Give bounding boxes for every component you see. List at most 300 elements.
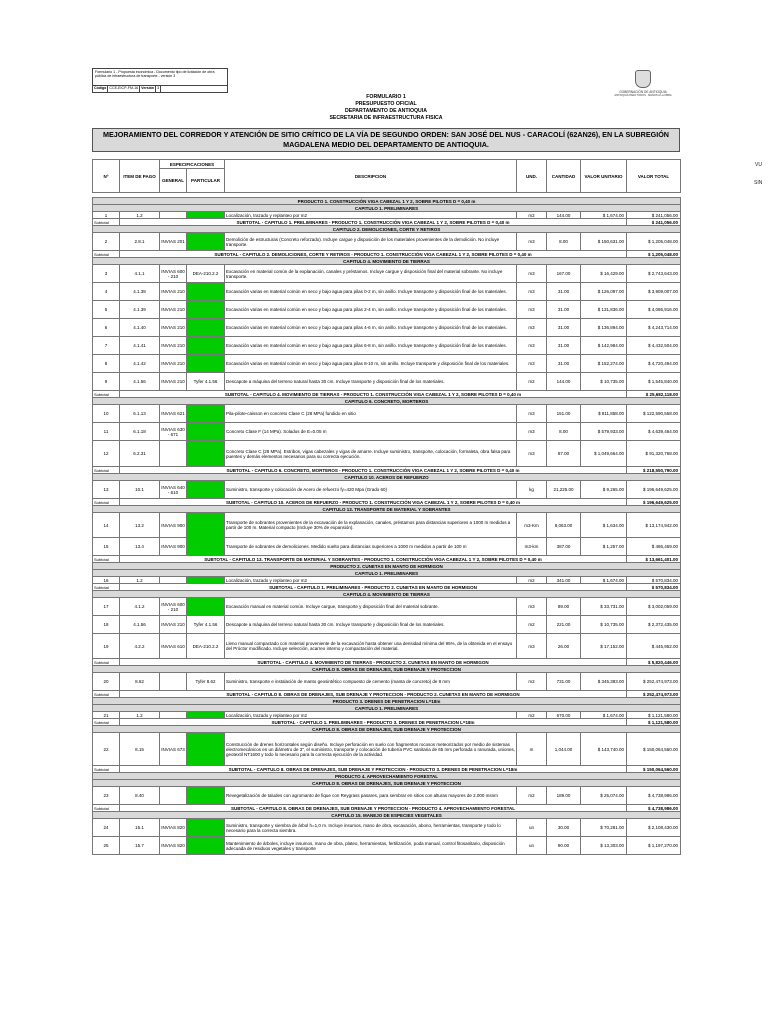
spec-general: INVIAS 210 (160, 319, 187, 337)
product-title: PRODUCTO 1. CONSTRUCCIÓN VIGA CABEZAL 1 Y 2, SOBRE PILOTES D = 0,40 m (93, 198, 681, 205)
unit-value: $ 142,984.00 (581, 337, 627, 355)
spec-general (160, 577, 187, 584)
chapter-title: CAPITULO 1. PRELIMINARES (93, 205, 681, 212)
subtotal-row (93, 219, 681, 226)
col-header-unit: VALOR UNITARIO (581, 160, 627, 193)
item-code: 4.1.40 (120, 319, 160, 337)
item-description: Excavación varias en material común en seco y bajo agua para pilas 6-8 m, sin anillo. Incluye transporte y disposición final de los materiales. (225, 337, 517, 355)
unit-value: $ 25,074.00 (581, 787, 627, 805)
coat-of-arms-icon (635, 70, 651, 88)
chapter-title: CAPITULO 6. CONCRETO, MORTEROS (93, 398, 681, 405)
total-value: $ 2,372,435.00 (627, 616, 681, 634)
row-number: 16 (93, 577, 120, 584)
table-row (93, 787, 681, 805)
quantity: 31.00 (547, 301, 581, 319)
subtotal-label: Subtotal (93, 467, 120, 474)
unit-value: $ 1,634.00 (581, 513, 627, 538)
row-number: 6 (93, 319, 120, 337)
spec-particular: Tyfer 4.1.56 (187, 616, 225, 634)
row-number: 13 (93, 481, 120, 499)
item-description: Descapote a máquina del terreno natural hasta 30 cm. Incluye transporte y disposición final de los materiales. (225, 616, 517, 634)
item-code: 4.2.2 (120, 634, 160, 659)
subtotal-row (93, 766, 681, 773)
table-row (93, 513, 681, 538)
table-row (93, 212, 681, 219)
table-row (93, 405, 681, 423)
item-code: 1.2 (120, 577, 160, 584)
spec-particular (187, 405, 225, 423)
chapter-row (93, 398, 681, 405)
subtotal-value: $ 1,205,048.00 (627, 251, 681, 258)
subtotal-label: Subtotal (93, 251, 120, 258)
quantity: 8,063.00 (547, 513, 581, 538)
subtotal-text: SUBTOTAL - CAPITULO 6. CONCRETO, MORTEROS - PRODUCTO 1. CONSTRUCCIÓN VIGA CABEZAL 1 Y 2, SOBRE PILOTES D = 0,40 m (120, 467, 627, 474)
unit: m3 (517, 634, 547, 659)
subtotal-row (93, 556, 681, 563)
title-line: FORMULARIO 1 (366, 94, 406, 100)
spec-particular (187, 712, 225, 719)
subtotal-text: SUBTOTAL - CAPITULO 13. TRANSPORTE DE MATERIAL Y SOBRANTES - PRODUCTO 1. CONSTRUCCIÓN VIGA CABEZAL 1 Y 2, SOBRE PILOTES D = 0,40 m (120, 556, 627, 563)
quantity: 221.00 (547, 616, 581, 634)
col-header-item: ITEM DE PAGO (120, 160, 160, 193)
unit: m3-km (517, 538, 547, 556)
col-header-general: GENERAL (160, 169, 187, 193)
subtotal-text: SUBTOTAL - CAPITULO 10. ACEROS DE REFUERZO - PRODUCTO 1. CONSTRUCCIÓN VIGA CABEZAL 1 Y 2, SOBRE PILOTES D = 0,40 m (120, 499, 627, 506)
unit: m3 (517, 355, 547, 373)
row-number: 12 (93, 441, 120, 467)
table-row (93, 837, 681, 855)
subtotal-label: Subtotal (93, 805, 120, 812)
table-row (93, 373, 681, 391)
row-number: 23 (93, 787, 120, 805)
subtotal-row (93, 584, 681, 591)
total-value: $ 570,834.00 (627, 577, 681, 584)
unit-value: $ 17,152.00 (581, 634, 627, 659)
chapter-row (93, 258, 681, 265)
table-row (93, 319, 681, 337)
item-code: 10.1 (120, 481, 160, 499)
total-value: $ 91,320,768.00 (627, 441, 681, 467)
table-row (93, 616, 681, 634)
row-number: 19 (93, 634, 120, 659)
row-number: 11 (93, 423, 120, 441)
version-label: Versión (141, 86, 155, 90)
unit: m2 (517, 616, 547, 634)
spec-general: INVIAS 630 - 671 (160, 423, 187, 441)
item-code: 4.1.38 (120, 283, 160, 301)
item-code: 8.62 (120, 673, 160, 691)
spec-general: INVIAS 640 - 610 (160, 481, 187, 499)
total-value: $ 4,720,494.00 (627, 355, 681, 373)
unit-value: $ 131,836.00 (581, 301, 627, 319)
total-value: $ 241,056.00 (627, 212, 681, 219)
quantity: 731.00 (547, 673, 581, 691)
total-value: $ 150,064,560.00 (627, 733, 681, 766)
spec-general: INVIAS 820 (160, 837, 187, 855)
spec-general: INVIAS 210 (160, 616, 187, 634)
item-code: 2.8.1 (120, 233, 160, 251)
item-code: 8.40 (120, 787, 160, 805)
unit: m3 (517, 337, 547, 355)
spec-particular (187, 355, 225, 373)
unit: m2 (517, 373, 547, 391)
table-row (93, 598, 681, 616)
spec-general: INVIAS 210 (160, 373, 187, 391)
subtotal-value: $ 252,474,973.00 (627, 691, 681, 698)
unit-value: $ 345,383.00 (581, 673, 627, 691)
chapter-title: CAPITULO 4. MOVIMIENTO DE TIERRAS (93, 258, 681, 265)
col-header-total: VALOR TOTAL (627, 160, 681, 193)
subtotal-value: $ 1,121,580.00 (627, 719, 681, 726)
spec-general: INVIAS 210 (160, 355, 187, 373)
spec-particular (187, 423, 225, 441)
unit-value: $ 1,674.00 (581, 577, 627, 584)
unit: un (517, 837, 547, 855)
item-description: Excavación varias en material común en seco y bajo agua para pilas 8-10 m, sin anillo. Incluye transporte y disposición final de los materiales. (225, 355, 517, 373)
table-row (93, 733, 681, 766)
unit-value: $ 143,740.00 (581, 733, 627, 766)
row-number: 22 (93, 733, 120, 766)
item-description: Excavación varias en material común en seco y bajo agua para pilas 2-4 m, sin anillo. Incluye transporte y disposición final de los materiales. (225, 301, 517, 319)
item-description: Transporte de sobrantes de demoliciones. Medido suelto para distancias superiores a 1000 m medidos a partir de 100 m (225, 538, 517, 556)
subtotal-value: $ 4,738,986.00 (627, 805, 681, 812)
item-code: 6.1.13 (120, 405, 160, 423)
code-label: Código (94, 86, 107, 90)
spec-general (160, 441, 187, 467)
subtotal-label: Subtotal (93, 391, 120, 398)
row-number: 20 (93, 673, 120, 691)
spec-general: INVIAS 621 (160, 405, 187, 423)
total-value: $ 3,002,059.00 (627, 598, 681, 616)
item-code: 1.2 (120, 712, 160, 719)
unit-value: $ 152,274.00 (581, 355, 627, 373)
item-code: 4.1.56 (120, 616, 160, 634)
col-header-und: UND. (517, 160, 547, 193)
spec-particular (187, 212, 225, 219)
unit: m2 (517, 577, 547, 584)
spec-general (160, 787, 187, 805)
item-description: Concreto Clase F (14 MPa). Solados de E=0.05 m (225, 423, 517, 441)
total-value: $ 2,108,430.00 (627, 819, 681, 837)
spec-particular (187, 233, 225, 251)
total-value: $ 1,205,048.00 (627, 233, 681, 251)
document-titles (92, 94, 680, 122)
spec-general (160, 673, 187, 691)
subtotal-row (93, 691, 681, 698)
quantity: 387.00 (547, 538, 581, 556)
quantity: 8.00 (547, 233, 581, 251)
item-description: Excavación manual en material común. Incluye cargue, transporte y disposición final del material sobrante. (225, 598, 517, 616)
quantity: 31.00 (547, 319, 581, 337)
subtotal-row (93, 805, 681, 812)
logo-tagline: ANTIOQUIA PARA TODOS · MANOS A LA OBRA (614, 94, 672, 97)
total-value: $ 1,545,840.00 (627, 373, 681, 391)
item-code: 13.2 (120, 513, 160, 538)
quantity: 21,225.00 (547, 481, 581, 499)
row-number: 18 (93, 616, 120, 634)
row-number: 2 (93, 233, 120, 251)
item-description: Mantenimiento de árboles, incluye insumos, mano de obra, plateo, herramientas, fertilización, poda manual, control fitosanitario, disposición adecuada de residuos vegetales y transporte (225, 837, 517, 855)
table-row (93, 819, 681, 837)
item-description: Suministro, transporte e instalación de manto geosintético compuesto de cemento (manta de concreto) de 8 mm (225, 673, 517, 691)
row-number: 8 (93, 355, 120, 373)
unit: m3 (517, 405, 547, 423)
unit-value: $ 16,429.00 (581, 265, 627, 283)
unit: m2 (517, 712, 547, 719)
item-description: Concreto Clase C (28 MPa). Estribos, vigas cabezales y vigas de amarre. Incluye suministro, transporte, colocación, formaleta, obra falsa para puentes y demás elementos necesarios para su correcta ejecución. (225, 441, 517, 467)
item-description: Excavación varias en material común en seco y bajo agua para pilas 0-2 m, sin anillo. Incluye transporte y disposición final de los materiales. (225, 283, 517, 301)
col-header-no: Nº (93, 160, 120, 193)
chapter-title: CAPITULO 1. PRELIMINARES (93, 705, 681, 712)
unit-value: $ 9,265.00 (581, 481, 627, 499)
unit-value: $ 10,735.00 (581, 373, 627, 391)
row-number: 15 (93, 538, 120, 556)
subtotal-value: $ 25,682,118.00 (627, 391, 681, 398)
subtotal-label: Subtotal (93, 766, 120, 773)
subtotal-label: Subtotal (93, 499, 120, 506)
item-description: Descapote a máquina del terreno natural hasta 30 cm. Incluye transporte y disposición final de los materiales. (225, 373, 517, 391)
row-number: 17 (93, 598, 120, 616)
chapter-title: CAPITULO 15. MANEJO DE ESPECIES VEGETALES (93, 812, 681, 819)
unit: m3 (517, 265, 547, 283)
title-line: PRESUPUESTO OFICIAL (355, 101, 417, 107)
chapter-row (93, 226, 681, 233)
unit-value: $ 1,049,664.00 (581, 441, 627, 467)
spec-particular (187, 819, 225, 837)
row-number: 5 (93, 301, 120, 319)
item-description: Localización, trazado y replanteo por m2 (225, 712, 517, 719)
chapter-row (93, 570, 681, 577)
subtotal-label: Subtotal (93, 691, 120, 698)
spec-general: INVIAS 210 (160, 337, 187, 355)
item-description: Revegetalización de taludes con agromanto de fique con Reygrass pasares, para sembrar en sitios con alturas mayores de 2.000 msnm (225, 787, 517, 805)
row-number: 24 (93, 819, 120, 837)
product-title: PRODUCTO 3. DRENES DE PENETRACION L=18m (93, 698, 681, 705)
subtotal-label: Subtotal (93, 659, 120, 666)
spec-particular (187, 481, 225, 499)
unit-value: $ 1,257.00 (581, 538, 627, 556)
product-title: PRODUCTO 4. APROVECHAMIENTO FORESTAL (93, 773, 681, 780)
subtotal-row (93, 251, 681, 258)
unit-value: $ 10,735.00 (581, 616, 627, 634)
unit: m3 (517, 441, 547, 467)
subtotal-text: SUBTOTAL - CAPITULO 1. PRELIMINARES - PRODUCTO 1. CONSTRUCCIÓN VIGA CABEZAL 1 Y 2, SOBRE PILOTES D = 0,40 m (120, 219, 627, 226)
row-number: 7 (93, 337, 120, 355)
unit: m2 (517, 673, 547, 691)
item-code: 4.1.1 (120, 265, 160, 283)
row-number: 9 (93, 373, 120, 391)
quantity: 341.00 (547, 577, 581, 584)
item-code: 4.1.2 (120, 598, 160, 616)
spec-particular (187, 733, 225, 766)
subtotal-text: SUBTOTAL - CAPITULO 8. OBRAS DE DRENAJES, SUB DRENAJE Y PROTECCION - PRODUCTO 3. DRENES DE PENETRACION L=18m (120, 766, 627, 773)
spec-general: INVIAS 900 (160, 538, 187, 556)
total-value: $ 122,590,558.00 (627, 405, 681, 423)
table-row (93, 283, 681, 301)
spec-particular (187, 441, 225, 467)
unit-value: $ 150,631.00 (581, 233, 627, 251)
code-value: CCE-EICP-FM-16 (109, 86, 139, 90)
row-number: 3 (93, 265, 120, 283)
chapter-row (93, 506, 681, 513)
unit-value: $ 136,894.00 (581, 319, 627, 337)
unit: m3 (517, 283, 547, 301)
total-value: $ 4,432,504.00 (627, 337, 681, 355)
item-code: 6.1.18 (120, 423, 160, 441)
spec-particular (187, 577, 225, 584)
chapter-title: CAPITULO 2. DEMOLICIONES, CORTE Y RETIROS (93, 226, 681, 233)
budget-rows (93, 198, 681, 855)
row-number: 1 (93, 212, 120, 219)
form-description: Formulario 1 - Propuesta económica - Documento tipo de licitación de obra pública de infraestructura de transporte - versión 3 (93, 69, 227, 86)
quantity: 89.00 (547, 598, 581, 616)
table-row (93, 634, 681, 659)
chapter-row (93, 474, 681, 481)
subtotal-text: SUBTOTAL - CAPITULO 1. PRELIMINARES - PRODUCTO 2. CUNETAS EN MANTO DE HORMIGON (120, 584, 627, 591)
total-value: $ 4,639,464.00 (627, 423, 681, 441)
unit: m2 (517, 787, 547, 805)
form-code-row (93, 86, 227, 92)
subtotal-row (93, 391, 681, 398)
row-number: 25 (93, 837, 120, 855)
subtotal-text: SUBTOTAL - CAPITULO 1. PRELIMINARES - PRODUCTO 3. DRENES DE PENETRACION L=18m (120, 719, 627, 726)
col-header-qty: CANTIDAD (547, 160, 581, 193)
spec-particular (187, 787, 225, 805)
item-description: Excavación en material común de la explanación, canales y préstamos. Incluye cargue y disposición final del material sobrante. No incluye transporte. (225, 265, 517, 283)
spec-particular: DEA-210.2.2 (187, 634, 225, 659)
quantity: 8.00 (547, 423, 581, 441)
subtotal-value: $ 196,649,625.00 (627, 499, 681, 506)
item-description: Excavación varias en material común en seco y bajo agua para pilas 4-6 m, sin anillo. Incluye transporte y disposición final de los materiales. (225, 319, 517, 337)
side-fragment: VU (755, 162, 762, 168)
item-code: 4.1.42 (120, 355, 160, 373)
spec-particular (187, 538, 225, 556)
spec-particular (187, 337, 225, 355)
item-code: 4.1.39 (120, 301, 160, 319)
total-value: $ 3,909,007.00 (627, 283, 681, 301)
quantity: 90.00 (547, 837, 581, 855)
unit-value: $ 13,303.00 (581, 837, 627, 855)
item-description: Suministro, transporte y siembra de árbol h=1,0 m. Incluye insumos, mano de obra, excavación, abono, herramientas, transporte y todo lo necesario para la correcta siembra. (225, 819, 517, 837)
quantity: 31.00 (547, 355, 581, 373)
col-header-particular: PARTICULAR (187, 169, 225, 193)
unit-value: $ 1,674.00 (581, 212, 627, 219)
item-code: 6.2.31 (120, 441, 160, 467)
side-fragment: SIN (754, 180, 763, 186)
chapter-row (93, 812, 681, 819)
table-row (93, 441, 681, 467)
table-row (93, 337, 681, 355)
total-value: $ 2,743,643.00 (627, 265, 681, 283)
unit: m3 (517, 598, 547, 616)
quantity: 31.00 (547, 283, 581, 301)
total-value: $ 445,952.00 (627, 634, 681, 659)
unit: m3 (517, 423, 547, 441)
item-code: 4.1.41 (120, 337, 160, 355)
quantity: 1,044.00 (547, 733, 581, 766)
subtotal-label: Subtotal (93, 556, 120, 563)
spec-particular (187, 283, 225, 301)
quantity: 167.00 (547, 265, 581, 283)
subtotal-text: SUBTOTAL - CAPITULO 8. OBRAS DE DRENAJES, SUB DRENAJE Y PROTECCION - PRODUCTO 4. APROVECHAMIENTO FORESTAL (120, 805, 627, 812)
chapter-row (93, 591, 681, 598)
chapter-row (93, 205, 681, 212)
product-row (93, 563, 681, 570)
quantity: 87.00 (547, 441, 581, 467)
spec-general: INVIAS 210 (160, 283, 187, 301)
chapter-row (93, 780, 681, 787)
spec-particular: DEA-210.2.2 (187, 265, 225, 283)
logo-name: GOBERNACIÓN DE ANTIOQUIA (619, 90, 667, 94)
total-value: $ 252,474,973.00 (627, 673, 681, 691)
subtotal-text: SUBTOTAL - CAPITULO 4. MOVIMIENTO DE TIERRAS - PRODUCTO 1. CONSTRUCCIÓN VIGA CABEZAL 1 Y 2, SOBRE PILOTES D = 0,40 m (120, 391, 627, 398)
item-description: Lleno manual compactado con material proveniente de la excavación hasta obtener una densidad mínima del 95%, de la obtenida en el ensayo del Próctor modificado. Incluye selección, acarreo interno y compactación del material. (225, 634, 517, 659)
spec-general (160, 712, 187, 719)
budget-table (92, 159, 681, 855)
unit: m3-Km (517, 513, 547, 538)
subtotal-text: SUBTOTAL - CAPITULO 4. MOVIMIENTO DE TIERRAS - PRODUCTO 2. CUNETAS EN MANTO DE HORMIGON (120, 659, 627, 666)
item-code: 4.1.56 (120, 373, 160, 391)
table-row (93, 301, 681, 319)
title-line: SECRETARIA DE INFRAESTRUCTURA FISICA (329, 115, 443, 121)
unit-value: $ 1,674.00 (581, 712, 627, 719)
total-value: $ 486,459.00 (627, 538, 681, 556)
chapter-title: CAPITULO 8. OBRAS DE DRENAJES, SUB DRENAJE Y PROTECCION (93, 666, 681, 673)
spec-general: INVIAS 600 - 210 (160, 265, 187, 283)
spec-general: INVIAS 610 (160, 634, 187, 659)
table-row (93, 673, 681, 691)
item-description: Suministro, transporte y colocación de Acero de refuerzo fy=420 Mpa (Grado 60) (225, 481, 517, 499)
col-header-desc: DESCRIPCION (225, 160, 517, 193)
total-value: $ 4,086,916.00 (627, 301, 681, 319)
unit-value: $ 33,731.00 (581, 598, 627, 616)
quantity: 670.00 (547, 712, 581, 719)
spec-general (160, 212, 187, 219)
item-description: Pila-pilote-caisson en concreto Clase C (28 MPa) fundido en sitio (225, 405, 517, 423)
item-description: Demolición de estructuras (Concreto reforzado). Incluye cargue y disposición de los materiales provenientes de la demolición. No incluye transporte. (225, 233, 517, 251)
subtotal-row (93, 719, 681, 726)
table-row (93, 355, 681, 373)
spec-general: INVIAS 900 (160, 513, 187, 538)
unit-value: $ 579,933.00 (581, 423, 627, 441)
quantity: 189.00 (547, 787, 581, 805)
row-number: 4 (93, 283, 120, 301)
item-code: 13.4 (120, 538, 160, 556)
unit: kg (517, 481, 547, 499)
chapter-title: CAPITULO 4. MOVIMIENTO DE TIERRAS (93, 591, 681, 598)
item-code: 15.1 (120, 819, 160, 837)
spec-general: INVIAS 210 (160, 301, 187, 319)
subtotal-row (93, 499, 681, 506)
subtotal-row (93, 659, 681, 666)
spec-general: INVIAS 820 (160, 819, 187, 837)
chapter-title: CAPITULO 8. OBRAS DE DRENAJES, SUB DRENAJE Y PROTECCION (93, 726, 681, 733)
form-header-box (92, 68, 228, 93)
row-number: 14 (93, 513, 120, 538)
subtotal-value: $ 570,834.00 (627, 584, 681, 591)
item-description: Localización, trazado y replanteo por m2 (225, 577, 517, 584)
subtotal-value: $ 5,820,446.00 (627, 659, 681, 666)
product-row (93, 198, 681, 205)
spec-particular (187, 319, 225, 337)
table-row (93, 538, 681, 556)
product-row (93, 698, 681, 705)
product-title: PRODUCTO 2. CUNETAS EN MANTO DE HORMIGON (93, 563, 681, 570)
chapter-title: CAPITULO 10. ACEROS DE REFUERZO (93, 474, 681, 481)
version-value: 3 (157, 86, 160, 90)
subtotal-label: Subtotal (93, 719, 120, 726)
chapter-row (93, 726, 681, 733)
